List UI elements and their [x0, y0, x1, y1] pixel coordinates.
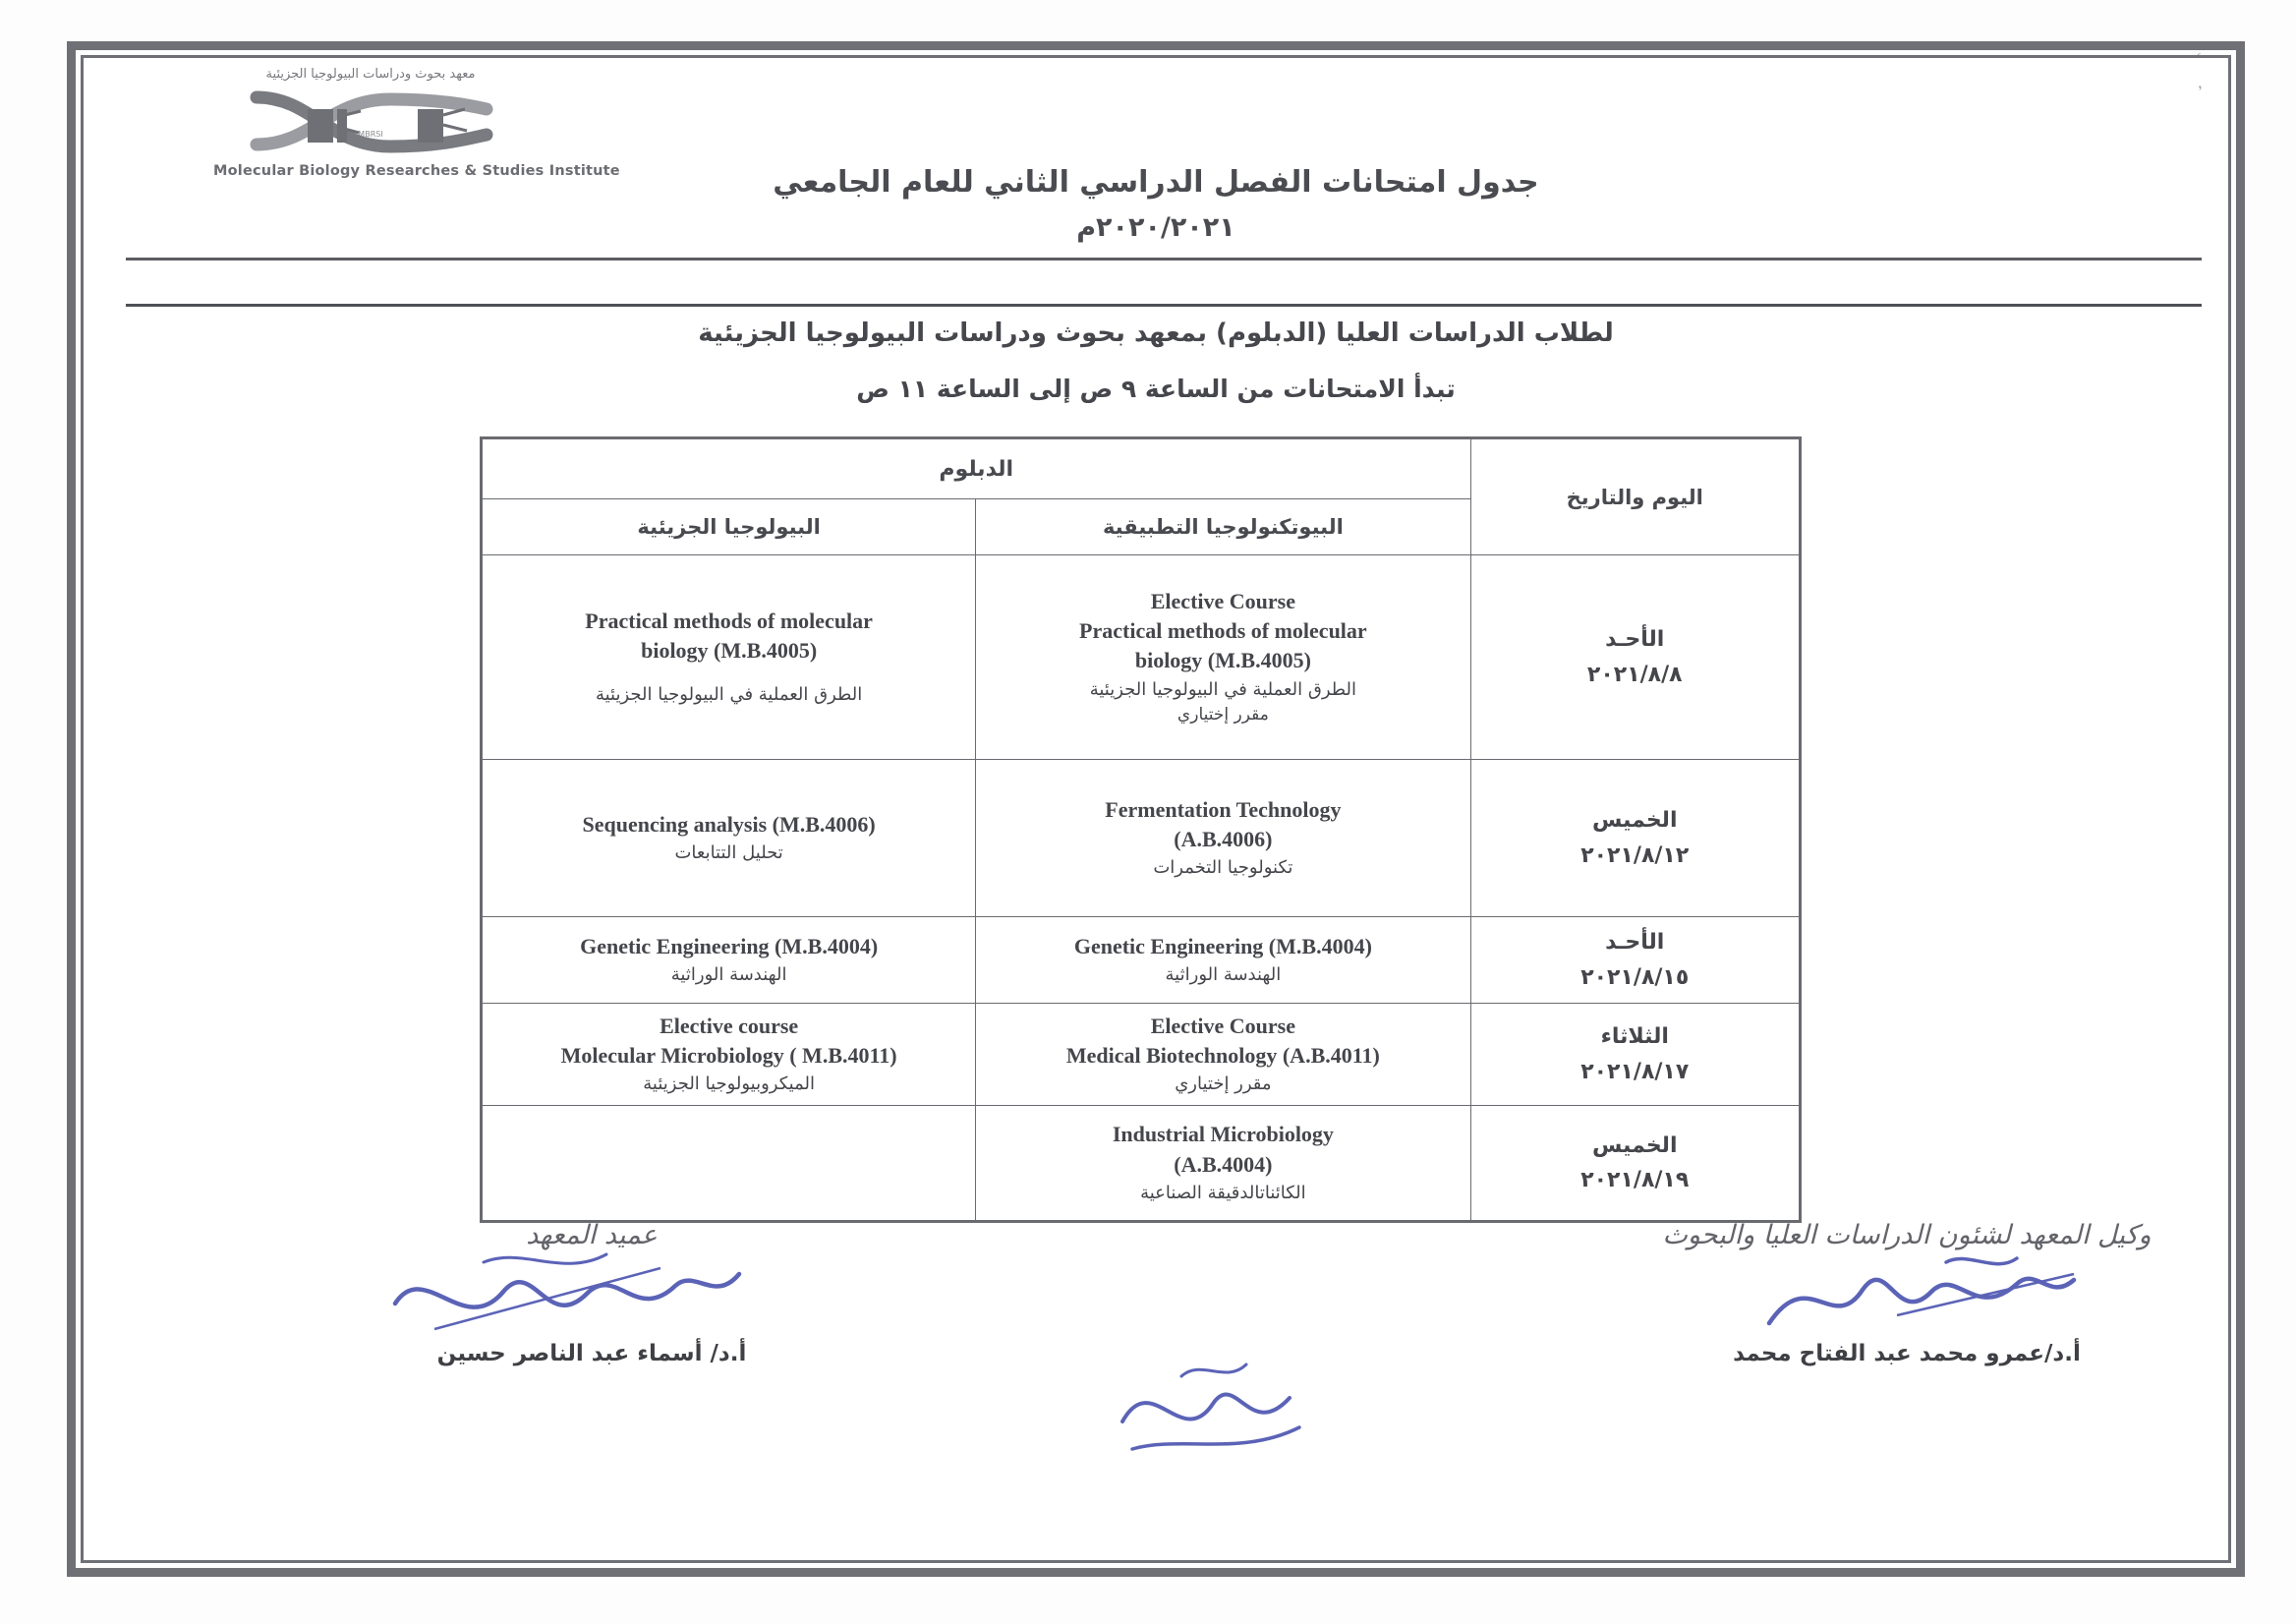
- vice-dean-signature-area: [1651, 1250, 2162, 1341]
- table-header-row-group: [482, 438, 1801, 499]
- course-en-line1: Medical Biotechnology (A.B.4011): [1065, 1043, 1380, 1068]
- table-row: [482, 760, 1801, 917]
- spacer: [490, 666, 967, 681]
- course-ar: الهندسة الوراثية: [670, 964, 787, 986]
- cell-molecular-biology: [482, 555, 976, 760]
- course-ar: الطرق العملية في البيولوجيا الجزيئية: [595, 684, 863, 706]
- course-en-line2: (A.B.4004): [1174, 1151, 1273, 1177]
- cell-molecular-biology: [482, 917, 976, 1004]
- svg-text:MBRSI: MBRSI: [358, 130, 383, 139]
- header-applied-biotechnology: البيوتكنولوجيا التطبيقية: [976, 499, 1470, 555]
- handwritten-signature-icon: [1651, 1245, 2162, 1347]
- course-en-line1: Genetic Engineering (M.B.4004): [1073, 933, 1372, 958]
- day-name: الأحـد: [1605, 930, 1665, 956]
- course-ar: مقرر إختياري: [1175, 1073, 1272, 1095]
- cell-applied-biotechnology: [976, 917, 1470, 1004]
- course-en-line1: Genetic Engineering (M.B.4004): [580, 933, 879, 958]
- document-subtitle: لطلاب الدراسات العليا (الدبلوم) بمعهد بحوث ودراسات البيولوجيا الجزيئية: [698, 319, 1614, 348]
- dean-name: أ.د/ أسماء عبد الناصر حسين: [436, 1341, 747, 1366]
- cell-day-date: [1470, 1004, 1801, 1106]
- day-name: الخميس: [1592, 808, 1678, 834]
- vice-dean-role: وكيل المعهد لشئون الدراسات العليا والبحوث: [1662, 1220, 2152, 1250]
- header-diploma-group: الدبلوم: [482, 438, 1471, 499]
- table-row: [482, 917, 1801, 1004]
- course-en-line1: Fermentation Technology: [1105, 796, 1342, 822]
- exam-date: ٢٠٢١/٨/١٢: [1580, 842, 1690, 868]
- academic-year: ٢٠٢٠/٢٠٢١م: [1076, 212, 1235, 243]
- table-row: [482, 555, 1801, 760]
- exam-time-note: تبدأ الامتحانات من الساعة ٩ ص إلى الساعة ١١ ص: [856, 375, 1456, 403]
- course-en-line1: Practical methods of molecular: [585, 608, 873, 633]
- scan-corner-marks: ʻ ʼ: [2192, 49, 2206, 101]
- cell-molecular-biology: [482, 760, 976, 917]
- course-en-line0: Elective Course: [1150, 1013, 1295, 1038]
- cell-day-date: [1470, 555, 1801, 760]
- header-divider-top: [126, 258, 2202, 261]
- course-ar: الكائناتالدقيقة الصناعية: [1140, 1182, 1306, 1203]
- course-en-line1: Industrial Microbiology: [1112, 1122, 1334, 1147]
- exam-date: ٢٠٢١/٨/١٧: [1580, 1059, 1690, 1084]
- table-row: [482, 1004, 1801, 1106]
- signature-block-vice-dean: [1651, 1220, 2162, 1366]
- document-title: جدول امتحانات الفصل الدراسي الثاني للعام الجامعي: [773, 165, 1539, 200]
- course-en-line2: biology (M.B.4005): [1134, 648, 1311, 673]
- day-name: الخميس: [1592, 1132, 1678, 1158]
- course-en-line0: Elective Course: [1150, 588, 1295, 613]
- exam-date: ٢٠٢١/٨/١٥: [1580, 964, 1690, 990]
- center-signature-mark: [1093, 1333, 1349, 1480]
- course-ar: تحليل التتابعات: [674, 842, 783, 864]
- course-en-line2: (A.B.4006): [1174, 827, 1273, 851]
- exam-schedule-table-wrapper: [480, 436, 1802, 1223]
- header-molecular-biology: البيولوجيا الجزيئية: [482, 499, 976, 555]
- dean-signature-area: [336, 1250, 847, 1341]
- vice-dean-name: أ.د/عمرو محمد عبد الفتاح محمد: [1733, 1341, 2081, 1366]
- course-note: مقرر إختياري: [1177, 704, 1269, 725]
- page-content: [81, 55, 2231, 1563]
- header-divider-bottom: [126, 304, 2202, 307]
- course-en-line0: Elective course: [660, 1013, 799, 1038]
- course-en-line2: biology (M.B.4005): [641, 638, 818, 663]
- institute-logo: [213, 67, 620, 179]
- cell-applied-biotechnology: [976, 555, 1470, 760]
- course-ar: الهندسة الوراثية: [1165, 964, 1282, 986]
- logo-arabic-name: معهد بحوث ودراسات البيولوجيا الجزيئية: [265, 67, 476, 82]
- handwritten-signature-icon: [336, 1245, 847, 1347]
- cell-day-date: [1470, 917, 1801, 1004]
- signature-block-dean: [336, 1220, 847, 1366]
- exam-date: ٢٠٢١/٨/١٩: [1580, 1168, 1690, 1192]
- cell-applied-biotechnology: [976, 1106, 1470, 1222]
- cell-molecular-biology: [482, 1004, 976, 1106]
- course-ar: الميكروبيولوجيا الجزيئية: [643, 1073, 815, 1095]
- logo-english-name: Molecular Biology Researches & Studies Institute: [213, 163, 620, 179]
- course-ar: الطرق العملية في البيولوجيا الجزيئية: [1089, 678, 1357, 700]
- header-day-and-date: اليوم والتاريخ: [1470, 438, 1801, 555]
- cell-molecular-biology: [482, 1106, 976, 1222]
- exam-schedule-table: [480, 436, 1802, 1223]
- cell-day-date: [1470, 1106, 1801, 1222]
- cell-applied-biotechnology: [976, 760, 1470, 917]
- dean-role: عميد المعهد: [526, 1220, 658, 1250]
- course-en-line1: Practical methods of molecular: [1079, 618, 1367, 644]
- course-en-line1: Molecular Microbiology ( M.B.4011): [560, 1043, 897, 1068]
- day-name: الثلاثاء: [1600, 1024, 1669, 1050]
- cell-applied-biotechnology: [976, 1004, 1470, 1106]
- course-ar: تكنولوجيا التخمرات: [1153, 857, 1293, 879]
- cell-day-date: [1470, 760, 1801, 917]
- dna-double-helix-icon: [243, 84, 498, 160]
- exam-date: ٢٠٢١/٨/٨: [1586, 662, 1683, 687]
- table-row: [482, 1106, 1801, 1222]
- course-en-line1: Sequencing analysis (M.B.4006): [582, 811, 876, 837]
- day-name: الأحـد: [1605, 627, 1665, 653]
